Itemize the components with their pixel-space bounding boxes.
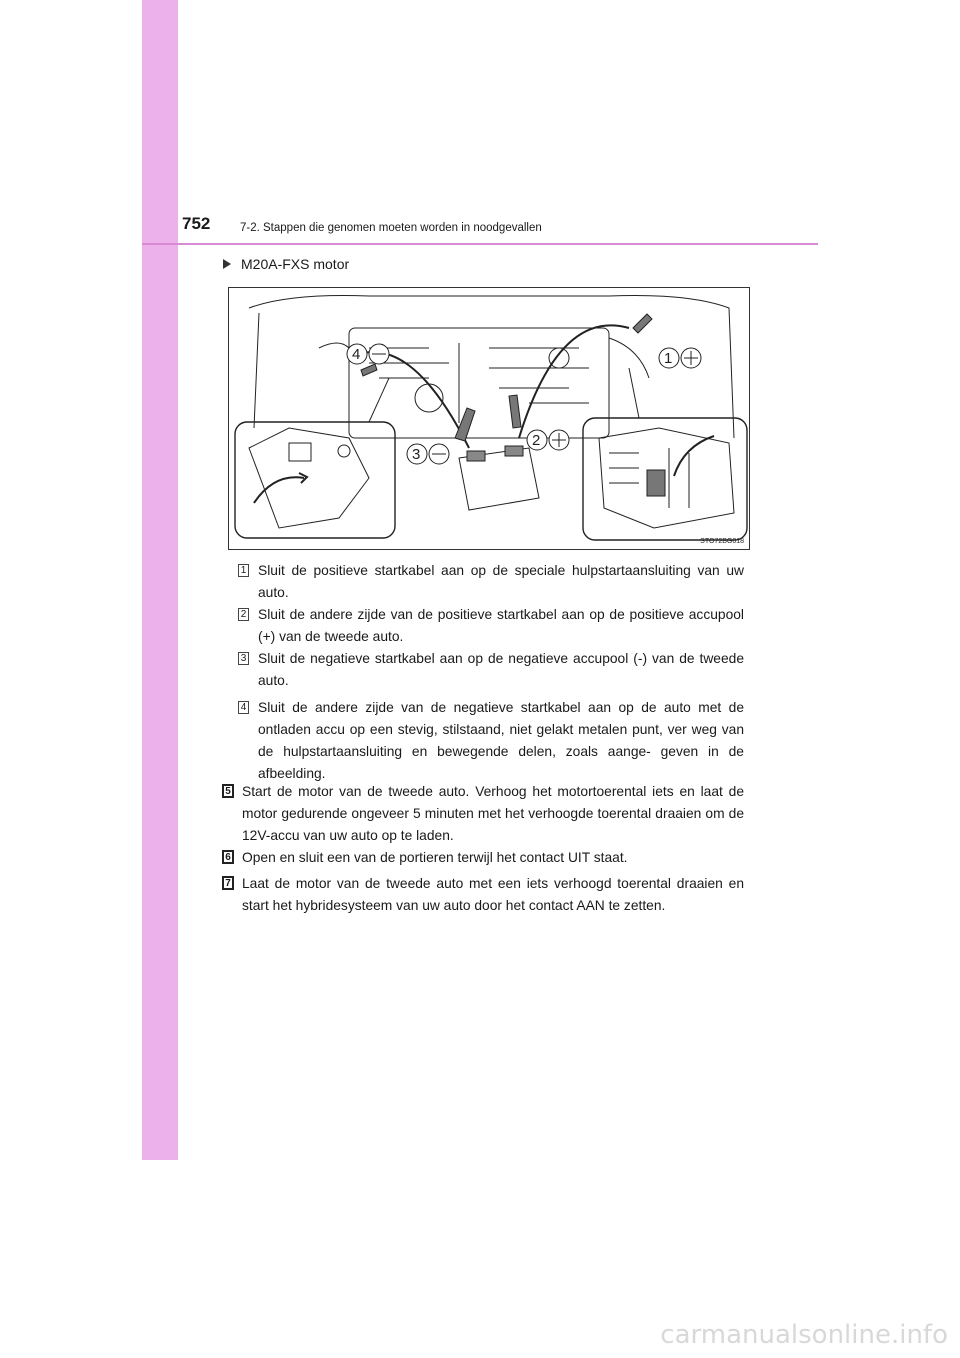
- step-number: 3: [238, 652, 249, 665]
- engine-subheading-text: M20A-FXS motor: [241, 256, 350, 272]
- header-divider: [142, 243, 818, 245]
- step-number: 4: [238, 701, 249, 714]
- callout-3: 3: [412, 446, 421, 463]
- callout-4: 4: [352, 346, 361, 363]
- jump-start-illustration: [228, 287, 750, 550]
- step-text: Sluit de andere zijde van de positieve startkabel aan op de positieve accupool (+) van de tweede auto.: [258, 607, 744, 644]
- page-number: 752: [182, 214, 211, 233]
- engine-bay-drawing: [229, 288, 749, 549]
- engine-subheading: [223, 256, 349, 272]
- triangle-bullet-icon: [223, 259, 231, 269]
- step-number: 7: [222, 876, 234, 890]
- step-text: Sluit de andere zijde van de negatieve startkabel aan op de auto met de ontladen accu op een stevig, stilstaand, niet gelakt metalen punt, ver weg van de hulpstartaansluiting en bewegende delen, zoals aange- geven in de afbeelding.: [258, 700, 744, 781]
- step-text: Open en sluit een van de portieren terwijl het contact UIT staat.: [242, 850, 628, 865]
- chapter-sidebar-tab: [142, 0, 178, 1160]
- step-text: Laat de motor van de tweede auto met een iets verhoogd toerental draaien en start het hybridesysteem van uw auto door het contact AAN te zetten.: [242, 876, 744, 913]
- step-number: 2: [238, 608, 249, 621]
- figure-code: STO72BG018: [700, 538, 744, 545]
- step-text: Sluit de negatieve startkabel aan op de negatieve accupool (-) van de tweede auto.: [258, 651, 744, 688]
- callout-2: 2: [532, 432, 541, 449]
- step-text: Sluit de positieve startkabel aan op de speciale hulpstartaansluiting van uw auto.: [258, 563, 744, 600]
- step-number: 1: [238, 564, 249, 577]
- step-number: 5: [222, 784, 234, 798]
- step-text: Start de motor van de tweede auto. Verhoog het motortoerental iets en laat de motor gedurende ongeveer 5 minuten met het verhoogde toerental draaien om de 12V-accu van uw auto op te laden.: [242, 784, 744, 843]
- callout-1: 1: [664, 350, 673, 367]
- step-number: 6: [222, 850, 234, 864]
- section-title: 7-2. Stappen die genomen moeten worden in noodgevallen: [240, 222, 542, 234]
- site-watermark: carmanualsonline.info: [660, 1320, 948, 1350]
